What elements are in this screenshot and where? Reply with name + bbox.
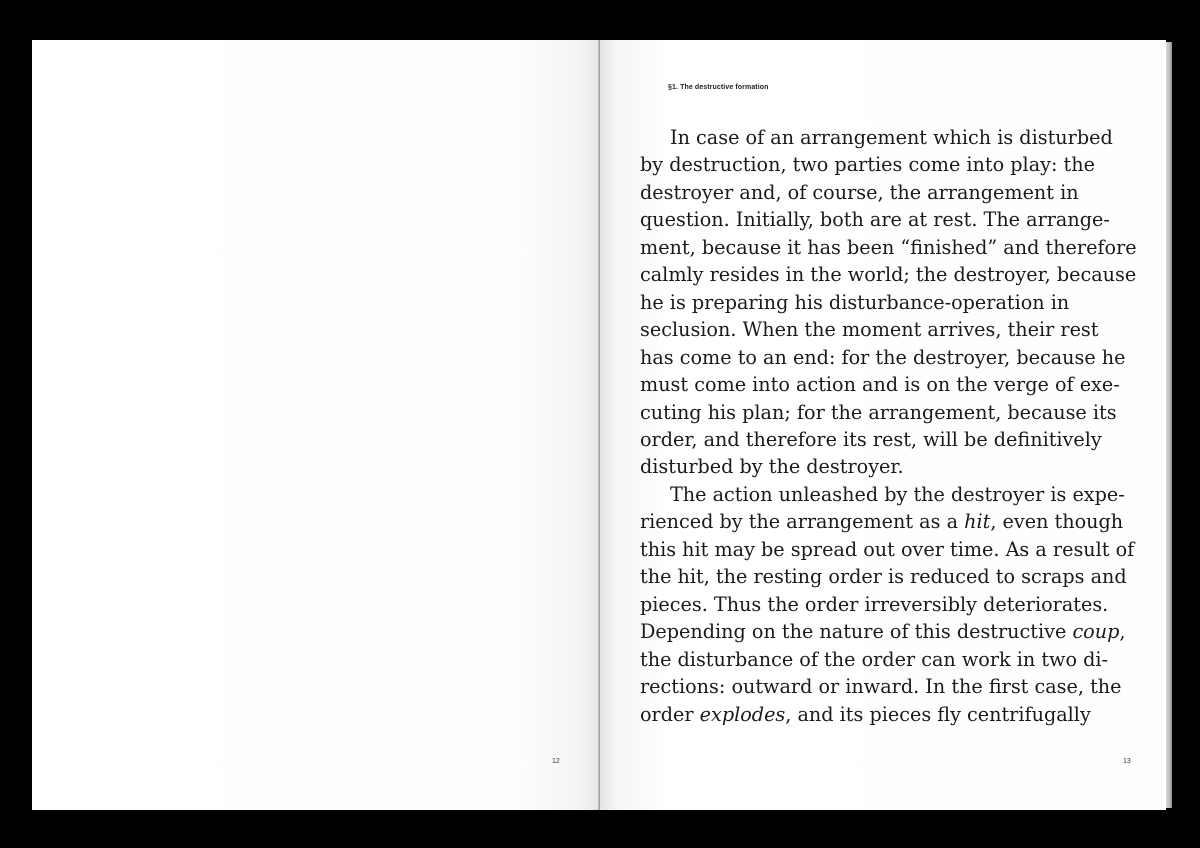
text-line: the hit, the resting order is reduced to scraps and: [640, 565, 1127, 589]
text-run: , and its pieces fly centrifugally: [785, 702, 1091, 726]
text-line: destroyer and, of course, the arrangement in: [640, 180, 1079, 204]
text-line: pieces. Thus the order irreversibly deteriorates.: [640, 592, 1109, 616]
text-run: Depending on the nature of this destructive: [640, 620, 1073, 644]
text-line: he is preparing his disturbance-operation in: [640, 290, 1070, 314]
text-line: cuting his plan; for the arrangement, because its: [640, 400, 1117, 424]
page-edge: [1166, 42, 1172, 808]
text-line: must come into action and is on the verge of exe-: [640, 373, 1120, 397]
text-line: In case of an arrangement which is disturbed: [670, 126, 1113, 149]
text-run: ,: [1119, 620, 1126, 644]
page-number-left: 12: [552, 758, 560, 765]
right-page: [600, 40, 1166, 810]
text-line: [640, 508, 1160, 535]
text-line: this hit may be spread out over time. As a result of: [640, 537, 1135, 561]
text-line: [640, 618, 1160, 645]
body-text: [640, 124, 1160, 728]
text-line: The action unleashed by the destroyer is expe-: [670, 482, 1125, 506]
text-line: seclusion. When the moment arrives, their rest: [640, 318, 1099, 342]
text-run: , even though: [990, 510, 1124, 534]
text-line: by destruction, two parties come into play: the: [640, 153, 1095, 177]
text-line: order, and therefore its rest, will be definitively: [640, 427, 1102, 451]
running-head: §1. The destructive formation: [668, 84, 769, 91]
italic-term: explodes: [699, 702, 786, 726]
text-line: calmly resides in the world; the destroyer, because: [640, 263, 1137, 287]
text-line: disturbed by the destroyer.: [640, 455, 904, 479]
page-number-right: 13: [1123, 758, 1131, 765]
paragraph-1: [640, 124, 1160, 481]
text-line: the disturbance of the order can work in two di-: [640, 647, 1109, 671]
text-line: has come to an end: for the destroyer, because he: [640, 345, 1126, 369]
paragraph-2: [640, 481, 1160, 728]
italic-term: coup: [1072, 620, 1120, 644]
text-run: rienced by the arrangement as a: [640, 510, 965, 534]
text-run: order: [640, 702, 700, 726]
text-line: question. Initially, both are at rest. The arrange-: [640, 208, 1110, 232]
text-line: [640, 701, 1160, 728]
left-page: [32, 40, 599, 810]
text-line: rections: outward or inward. In the first case, the: [640, 675, 1122, 699]
text-line: ment, because it has been “finished” and therefore: [640, 235, 1137, 259]
italic-term: hit: [964, 510, 991, 534]
